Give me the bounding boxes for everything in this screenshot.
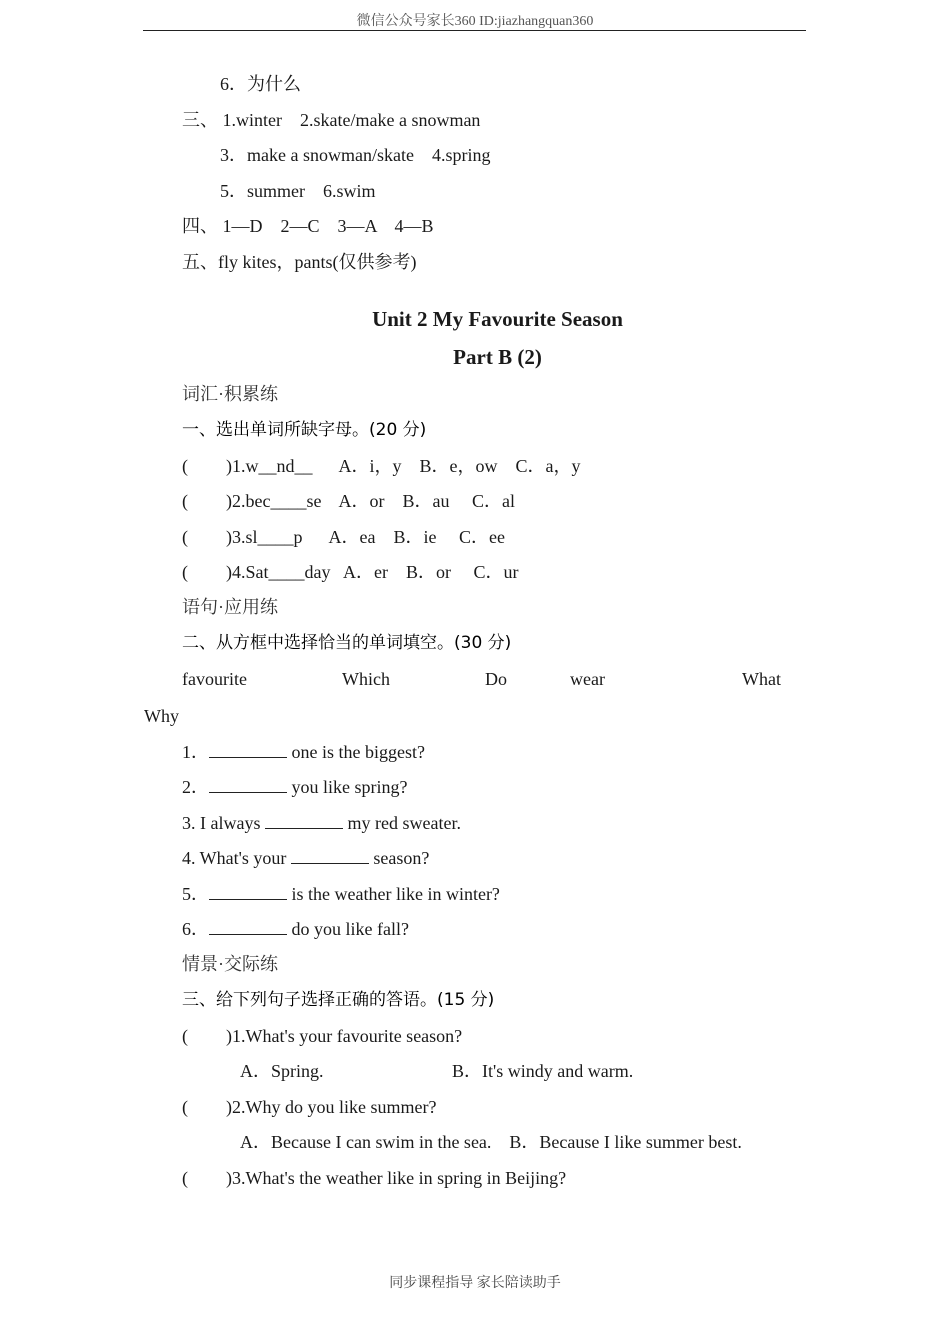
- fill-prefix: 2．: [182, 777, 209, 797]
- answer-line: 5．summer 6.swim: [220, 181, 376, 201]
- answer-line: 五、fly kites，pants(仅供参考): [182, 252, 417, 272]
- answer-paren[interactable]: (: [182, 456, 188, 476]
- header-divider: [143, 30, 806, 31]
- answer-paren[interactable]: (: [182, 1168, 188, 1188]
- fill-prefix: 5．: [182, 884, 209, 904]
- question-item: [182, 560, 518, 584]
- question-text: )3.sl____p A．ea B．ie C．ee: [226, 527, 505, 547]
- fill-blank[interactable]: [209, 883, 287, 900]
- question-item: [182, 489, 515, 513]
- word-box-word: Which: [342, 669, 390, 689]
- fill-item: [182, 846, 429, 870]
- answer-line: 6．为什么: [220, 74, 301, 94]
- word-box-word: wear: [570, 669, 605, 689]
- question-text: )1.w__nd__ A．i，y B．e，ow C．a，y: [226, 456, 581, 476]
- options: A．Because I can swim in the sea. B．Because I like summer best.: [240, 1132, 742, 1152]
- fill-suffix: do you like fall?: [287, 919, 409, 939]
- fill-blank[interactable]: [209, 776, 287, 793]
- question-heading: 二、从方框中选择恰当的单词填空。(30 分): [182, 633, 512, 653]
- fill-blank[interactable]: [291, 847, 369, 864]
- fill-prefix: 6．: [182, 919, 209, 939]
- fill-blank[interactable]: [209, 918, 287, 935]
- word-box-word: favourite: [182, 669, 247, 689]
- fill-item: [182, 882, 500, 906]
- question-heading: 三、给下列句子选择正确的答语。(15 分): [182, 990, 495, 1010]
- answer-line: 三、 1.winter 2.skate/make a snowman: [182, 110, 481, 130]
- word-box-word: Why: [144, 706, 179, 726]
- answer-line: 3．make a snowman/skate 4.spring: [220, 145, 491, 165]
- fill-item: [182, 811, 461, 835]
- fill-item: [182, 775, 407, 799]
- fill-suffix: season?: [368, 848, 430, 868]
- question-text: )2.Why do you like summer?: [226, 1097, 437, 1117]
- fill-prefix: 4. What's your: [182, 848, 291, 868]
- unit-title: Unit 2 My Favourite Season: [372, 307, 623, 331]
- fill-suffix: you like spring?: [287, 777, 408, 797]
- answer-line: 四、 1—D 2—C 3—A 4—B: [182, 216, 434, 236]
- answer-paren[interactable]: (: [182, 1097, 188, 1117]
- option-b: B．It's windy and warm.: [452, 1061, 634, 1081]
- section-label: 情景·交际练: [182, 954, 278, 974]
- word-box-word: What: [742, 669, 781, 689]
- fill-blank[interactable]: [265, 812, 343, 829]
- word-box-word: Do: [485, 669, 507, 689]
- section-label: 语句·应用练: [182, 597, 278, 617]
- answer-paren[interactable]: (: [182, 562, 188, 582]
- question-text: )1.What's your favourite season?: [226, 1026, 463, 1046]
- answer-paren[interactable]: (: [182, 491, 188, 511]
- question-item: [182, 1024, 462, 1048]
- fill-suffix: my red sweater.: [342, 813, 461, 833]
- question-text: )2.bec____se A．or B．au C．al: [226, 491, 515, 511]
- fill-blank[interactable]: [209, 741, 287, 758]
- question-text: )3.What's the weather like in spring in Beijing?: [226, 1168, 567, 1188]
- question-item: [182, 1095, 436, 1119]
- fill-item: [182, 740, 425, 764]
- fill-prefix: 1．: [182, 742, 209, 762]
- question-item: [182, 1166, 566, 1190]
- page-footer: 同步课程指导 家长陪读助手: [389, 1276, 561, 1291]
- page-header: 微信公众号家长360 ID:jiazhangquan360: [356, 14, 594, 29]
- answer-paren[interactable]: (: [182, 1026, 188, 1046]
- part-title: Part B (2): [453, 345, 542, 369]
- fill-item: [182, 917, 409, 941]
- answer-paren[interactable]: (: [182, 527, 188, 547]
- question-item: [182, 454, 581, 478]
- fill-prefix: 3. I always: [182, 813, 265, 833]
- option-a: A．Spring.: [240, 1061, 324, 1081]
- question-text: )4.Sat____day A．er B．or C．ur: [226, 562, 519, 582]
- question-heading: 一、选出单词所缺字母。(20 分): [182, 420, 427, 440]
- question-item: [182, 525, 505, 549]
- fill-suffix: is the weather like in winter?: [287, 884, 500, 904]
- section-label: 词汇·积累练: [182, 384, 278, 404]
- fill-suffix: one is the biggest?: [287, 742, 425, 762]
